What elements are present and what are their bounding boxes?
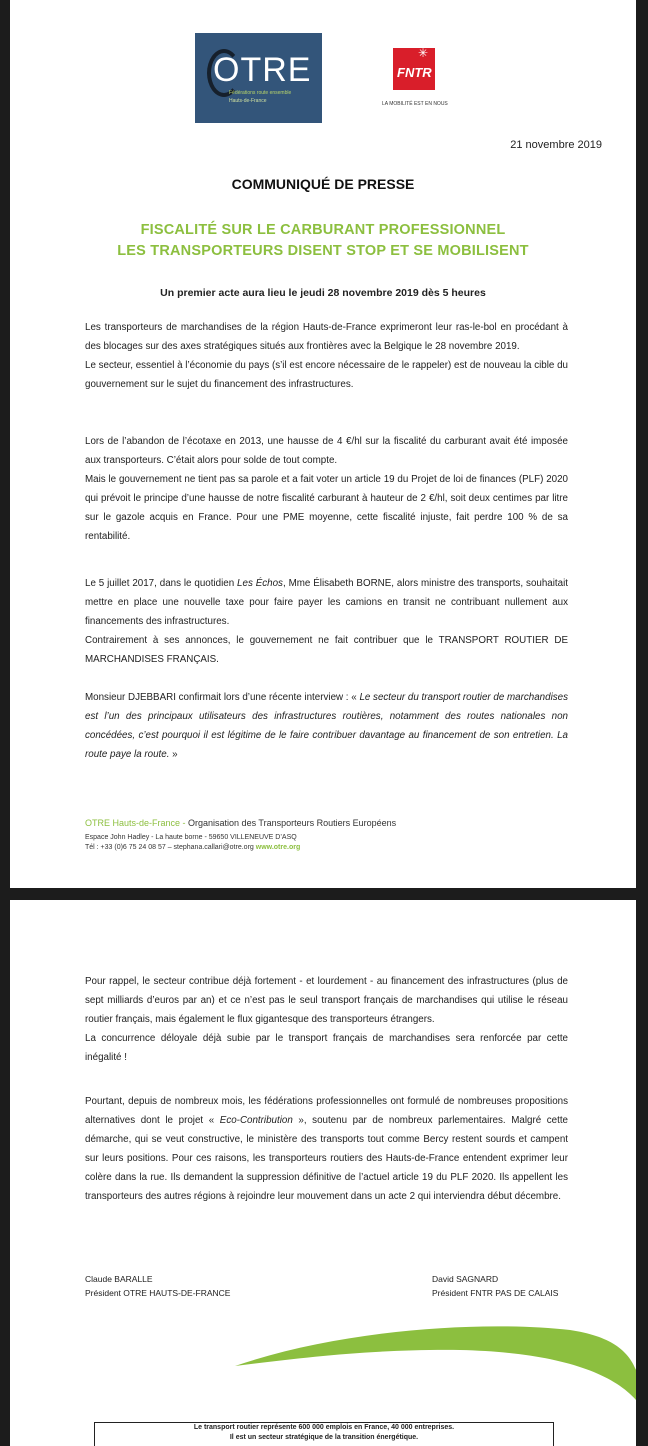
page-title: COMMUNIQUÉ DE PRESSE — [231, 176, 415, 192]
subheading: Un premier acte aura lieu le jeudi 28 novembre 2019 dès 5 heures — [160, 287, 486, 299]
fntr-logo — [393, 48, 435, 90]
otre-logo-text: OTRE — [213, 51, 312, 89]
footer-organization: OTRE Hauts-de-France - Organisation des Transporteurs Routiers Européens — [85, 818, 397, 828]
fntr-logo-text: FNTR — [397, 65, 432, 80]
paragraph: Les transporteurs de marchandises de la région Hauts-de-France exprimeront leur ras-le-bol en procédant à des blocages sur des axes stratégiques situés aux frontières avec la Belgique le 28 novembre 2019. — [85, 322, 568, 352]
headline-line-2: LES TRANSPORTEURS DISENT STOP ET SE MOBILISENT — [117, 243, 529, 259]
page-1 — [10, 0, 636, 888]
page-2 — [10, 900, 636, 1446]
paragraph-block — [85, 574, 568, 669]
paragraph: Mais le gouvernement ne tient pas sa parole et a fait voter un article 19 du Projet de loi de finances (PLF) 2020 qui prévoit le principe d’une hausse de notre fiscalité carburant à hauteur de 2 €/hl, soit deux centimes par litre sur le gazole acquis en France. Pour une PME moyenne, cette fiscalité injuste, fait perdre 100 % de sa rentabilité. — [85, 474, 568, 542]
signatory-name: Claude BARALLE — [85, 1274, 153, 1284]
fntr-tagline: LA MOBILITÉ EST EN NOUS — [382, 101, 448, 107]
paragraph: La concurrence déloyale déjà subie par le transport français de marchandises sera renforcée par cette inégalité ! — [85, 1033, 568, 1063]
paragraph: Pour rappel, le secteur contribue déjà fortement - et lourdement - au financement des infrastructures (plus de sept milliards d’euros par an) et ce n’est pas le seul transport français de marchandises qui utilise le réseau routier français, mais également le flux gigantesque des transporteurs étrangers. — [85, 976, 568, 1025]
key-figures-line: Il est un secteur stratégique de la transition énergétique. — [229, 1434, 419, 1441]
key-figures-box — [94, 1422, 554, 1446]
otre-logo-region: Hauts-de-France — [229, 98, 267, 104]
paragraph: Le secteur, essentiel à l’économie du pays (s’il est encore nécessaire de le rappeler) est de nouveau la cible du gouvernement sur le sujet du financement des infrastructures. — [85, 360, 568, 390]
paragraph: Contrairement à ses annonces, le gouvernement ne fait contribuer que le TRANSPORT ROUTIER DE MARCHANDISES FRANÇAIS. — [85, 635, 568, 665]
quote-paragraph: Monsieur DJEBBARI confirmait lors d’une récente interview : « Le secteur du transport routier de marchandises est l’un des principaux utilisateurs des infrastructures routières, notamment des routes nationales non concédées, c’est pourquoi il est légitime de le faire contribuer davantage au financement de son entretien. La route paye la route. » — [85, 692, 569, 760]
paragraph-block — [85, 432, 568, 546]
signatory-role: Président FNTR PAS DE CALAIS — [432, 1288, 559, 1298]
paragraph: Le 5 juillet 2017, dans le quotidien Les Échos, Mme Élisabeth BORNE, alors ministre des transports, souhaitait mettre en place une nouvelle taxe pour faire payer les camions en transit ne contribuant nullement aux financements des infrastructures. — [85, 578, 568, 627]
paragraph-block — [85, 688, 568, 764]
headline-line-1: FISCALITÉ SUR LE CARBURANT PROFESSIONNEL — [140, 222, 506, 238]
asterisk-icon: ✳ — [418, 46, 429, 60]
otre-logo-tagline: Fédérations route ensemble — [229, 90, 292, 96]
green-wave-decoration — [10, 900, 636, 1446]
paragraph: Lors de l’abandon de l’écotaxe en 2013, une hausse de 4 €/hl sur la fiscalité du carburant avait été imposée aux transporteurs. C’était alors pour solde de tout compte. — [85, 436, 568, 466]
signatory-role: Président OTRE HAUTS-DE-FRANCE — [85, 1288, 231, 1298]
signatory-name: David SAGNARD — [432, 1274, 499, 1284]
key-figures-line: Le transport routier représente 600 000 emplois en France, 40 000 entreprises. — [193, 1424, 455, 1431]
release-date: 21 novembre 2019 — [510, 139, 602, 151]
paragraph: Pourtant, depuis de nombreux mois, les fédérations professionnelles ont formulé de nombreuses propositions alternatives dont le projet « Eco-Contribution », soutenu par de nombreux parlementaires. Malgré cette démarche, qui se veut constructive, le ministère des transports tout comme Bercy restent sourds et campent sur leurs positions. Pour ces raisons, les transporteurs routiers des Hauts-de-France entendent exprimer leur colère dans la rue. Ils demandent la suppression définitive de l’actuel article 19 du PLF 2020. Ils appellent les transporteurs des autres régions à rejoindre leur mouvement dans un acte 2 qui interviendra début décembre. — [85, 1096, 569, 1202]
paragraph-block — [85, 318, 568, 394]
otre-logo — [195, 33, 322, 123]
footer-address: Espace John Hadley - La haute borne - 59650 VILLENEUVE D’ASQ — [85, 834, 297, 841]
website-link[interactable]: www.otre.org — [255, 844, 301, 851]
footer-contact: Tél : +33 (0)6 75 24 08 57 – stephana.callari@otre.org www.otre.org — [85, 844, 301, 851]
